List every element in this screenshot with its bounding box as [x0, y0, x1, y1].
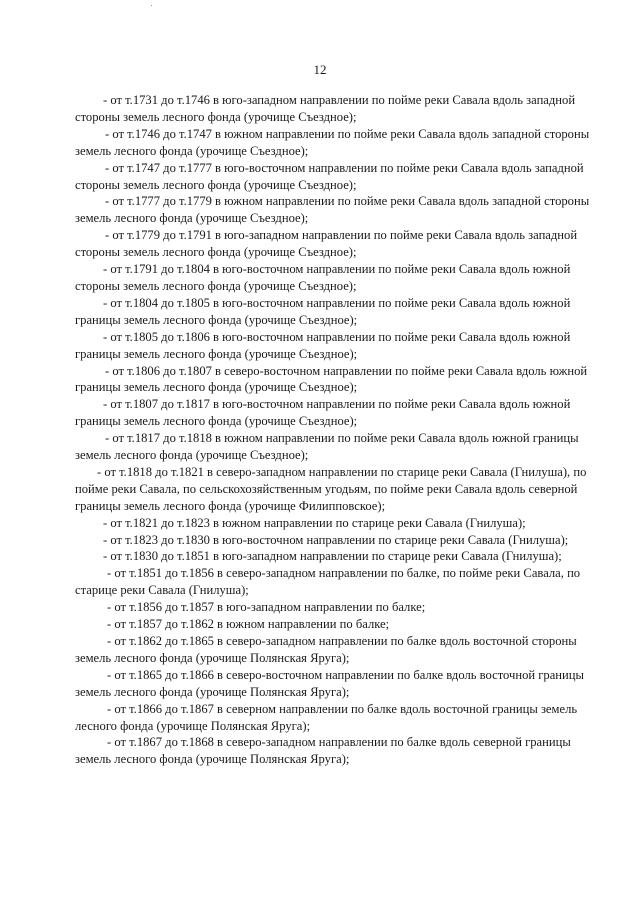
- paragraph: - от т.1804 до т.1805 в юго-восточном направлении по пойме реки Савала вдоль южной границы земель лесного фонда (урочище Съездное);: [75, 295, 571, 327]
- paragraph: - от т.1862 до т.1865 в северо-западном направлении по балке вдоль восточной стороны земель лесного фонда (урочище Полянская Яруга);: [75, 634, 577, 665]
- page-number: 12: [313, 62, 327, 77]
- paragraph: - от т.1857 до т.1862 в южном направлении по балке;: [107, 617, 390, 632]
- paragraph: - от т.1806 до т.1807 в северо-восточном направлении по пойме реки Савала вдоль южной границы земель лесного фонда (урочище Съездное);: [75, 363, 588, 395]
- paragraph: - от т.1851 до т.1856 в северо-западном направлении по балке, по пойме реки Савала, по старице реки Савала (Гнилуша);: [75, 566, 581, 598]
- paragraph: - от т.1747 до т.1777 в юго-восточном направлении по пойме реки Савала вдоль западной стороны земель лесного фонда (урочище Съездное);: [75, 160, 584, 192]
- paragraph: - от т.1865 до т.1866 в северо-восточном направлении по балке вдоль восточной границы земель лесного фонда (урочище Полянская Яруга);: [75, 667, 584, 699]
- paragraph: - от т.1807 до т.1817 в юго-восточном направлении по пойме реки Савала вдоль южной границы земель лесного фонда (урочище Съездное);: [75, 397, 571, 429]
- paragraph: - от т.1777 до т.1779 в южном направлении по пойме реки Савала вдоль западной стороны земель лесного фонда (урочище Съездное);: [75, 194, 590, 226]
- paragraph: - от т.1867 до т.1868 в северо-западном направлении по балке вдоль северной границы земель лесного фонда (урочище Полянская Яруга);: [75, 735, 571, 767]
- paragraph: - от т.1856 до т.1857 в юго-западном направлении по балке;: [107, 600, 426, 615]
- paragraph: - от т.1746 до т.1747 в южном направлении по пойме реки Савала вдоль западной стороны земель лесного фонда (урочище Съездное);: [75, 126, 590, 158]
- document-body: [75, 92, 602, 768]
- paragraph: - от т.1823 до т.1830 в юго-восточном направлении по старице реки Савала (Гнилуша);: [103, 532, 569, 547]
- paragraph: - от т.1866 до т.1867 в северном направлении по балке вдоль восточной границы земель лесного фонда (урочище Полянская Яруга);: [75, 701, 578, 733]
- paragraph: - от т.1805 до т.1806 в юго-восточном направлении по пойме реки Савала вдоль южной границы земель лесного фонда (урочище Съездное);: [75, 329, 571, 361]
- paragraph: - от т.1821 до т.1823 в южном направлении по старице реки Савала (Гнилуша);: [103, 515, 526, 530]
- paragraph: - от т.1830 до т.1851 в юго-западном направлении по старице реки Савала (Гнилуша);: [103, 549, 562, 564]
- paragraph: - от т.1791 до т.1804 в юго-восточном направлении по пойме реки Савала вдоль южной стороны земель лесного фонда (урочище Съездное);: [75, 262, 571, 293]
- paragraph: - от т.1817 до т.1818 в южном направлении по пойме реки Савала вдоль южной границы земель лесного фонда (урочище Съездное);: [75, 431, 579, 463]
- paragraph: - от т.1818 до т.1821 в северо-западном направлении по старице реки Савала (Гнилуша), по пойме реки Савала, по сельскохозяйственным угодьям, по пойме реки Савала вдоль северной границы земель лесного фонда (урочище Филипповское);: [75, 464, 587, 513]
- scan-speck: [151, 5, 152, 6]
- paragraph: - от т.1731 до т.1746 в юго-западном направлении по пойме реки Савала вдоль западной стороны земель лесного фонда (урочище Съездное);: [75, 93, 576, 124]
- paragraph: - от т.1779 до т.1791 в юго-западном направлении по пойме реки Савала вдоль западной стороны земель лесного фонда (урочище Съездное);: [75, 228, 578, 260]
